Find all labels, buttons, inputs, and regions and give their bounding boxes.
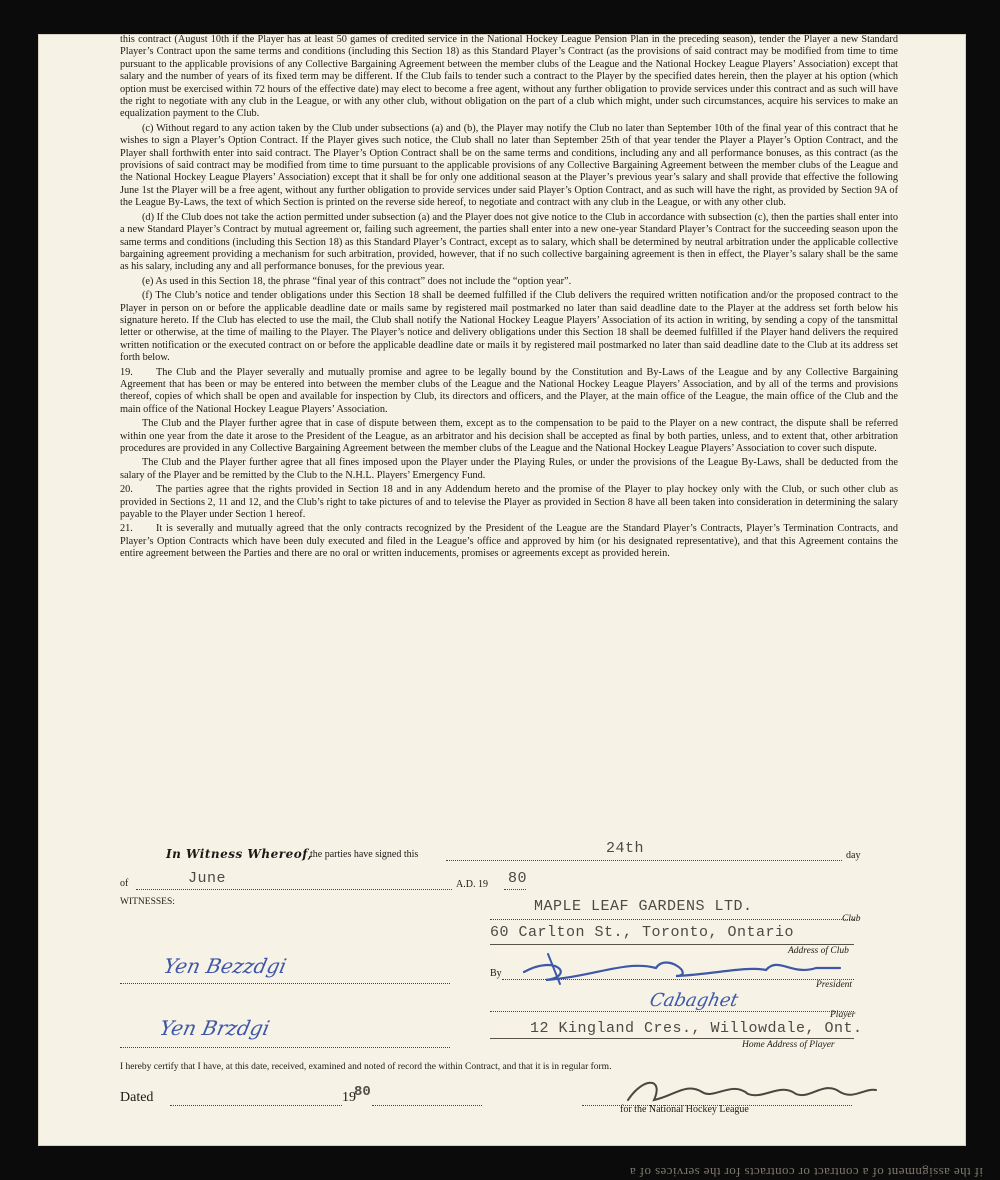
witness2-signature: Yen Brzdgi <box>157 1016 272 1040</box>
witness1-signature: Yen Bezzdgi <box>161 954 289 978</box>
year-value: 80 <box>508 870 528 887</box>
dated-year-prefix: 19 <box>342 1090 356 1105</box>
paragraph-d <box>120 212 898 274</box>
club-address: 60 Carlton St., Toronto, Ontario <box>490 924 795 941</box>
by-label: By <box>490 968 502 979</box>
player-address: 12 Kingland Cres., Willowdale, Ont. <box>530 1020 863 1037</box>
day-value: 24th <box>606 840 645 857</box>
paragraph-text: The Club and the Player further agree that in case of dispute between them, except as to the compensation to be paid to the Player on a new contract, the dispute shall be referred within one year from the date it arose to the President of the League, as an arbitrator and his decision shall be accepted as final by both parties, unless, and to extent that, other arbitration procedures are provided in any Collective Bargaining Agreement between the member clubs of the League and the National Hockey League Players’ Association to cover such dispute. <box>120 418 898 454</box>
club-label: Club <box>842 914 861 924</box>
paragraph-19c <box>120 457 898 482</box>
paragraph-text: The Club and the Player severally and mutually promise and agree to be legally bound by the Constitution and By-Laws of the League and by any Collective Bargaining Agreement that has been or may be entered into between the member clubs of the League and the National Hockey League Players’ Association, and by all of the terms and provisions thereof, copies of which shall be open and available for inspection by Club, its directors and officers, and the Player, at the main office of the League, the main office of the Club and the main office of the National Hockey League Players’ Association. <box>120 366 898 415</box>
paragraph-19 <box>120 367 898 417</box>
player-address-line <box>490 1038 854 1039</box>
paragraph-text: (c) Without regard to any action taken by the Club under subsections (a) and (b), the Player may notify the Club no later than September 10th of the final year of this contract that he wishes to sign a Player’s Option Contract. If the Player gives such notice, the Club shall no later than September 25th of that year tender the Player a Player’s Option Contract, and the Player shall forthwith enter into said contract. The Player’s Option Contract shall be on the same terms and conditions, including any and all performance bonuses, as this contract (as the provisions of said contract may be modified from time to time pursuant to the applicable provisions of any Collective Bargaining Agreement between the member clubs of the League and the National Hockey League Players’ Association) except that it shall be for only one additional season at the Player’s previous year’s salary and shall provide that effective the following June 1st the Player will be a free agent, without any further obligation to provide services under said Player’s Option Contract, and as such will have the right, as provided by Section 9A of the League By-Laws, the text of which Section is printed on the reverse side hereof, to negotiate and contract with any club in the League, or with any other club. <box>120 122 898 209</box>
paragraph-top <box>120 34 898 121</box>
player-signature: Cabaghet <box>647 990 740 1011</box>
month-value: June <box>188 870 227 887</box>
paragraph-text: (f) The Club’s notice and tender obligations under this Section 18 shall be deemed fulfilled if the Club delivers the required written notification and/or the proposed contract to the Player in person on or before the applicable deadline date or mails same by registered mail postmarked no later than said deadline date to the Player at the address set forth below his signature hereto. If the Club has elected to use the mail, the Club shall notify the National Hockey League Players’ Association of its action in writing, by sending a copy of the tansmittal letter or otherwise, at the time of mailing to the Player. The Player’s notice and delivery obligations under this Section 18 shall be deemed fulfilled if the Player hand delivers the required written notification or the executed contract on or before the applicable deadline date or mails it by registered mail postmarked no later than said deadline date to the Club at its address set forth below. <box>120 290 898 364</box>
club-address-label: Address of Club <box>788 946 849 956</box>
player-address-label: Home Address of Player <box>742 1040 835 1050</box>
president-label: President <box>816 980 853 990</box>
certify-text: I hereby certify that I have, at this date, received, examined and noted of record the within Contract, and that it is in regular form. <box>120 1062 612 1072</box>
dated-year-value: 80 <box>354 1084 371 1100</box>
signature-section <box>120 804 898 1124</box>
day-label: day <box>846 850 861 861</box>
paragraph-text: (d) If the Club does not take the action permitted under subsection (a) and the Player does not give notice to the Club in accordance with subsection (c), then the parties shall enter into a new Standard Player’s Contract by mutual agreement or, failing such agreement, the parties shall enter into a new one-year Standard Player’s Contract for the succeeding season upon the same terms and conditions (including this Section 18) as this Standard Player’s Contract, except as to salary, which shall be determined by neutral arbitration under the applicable collective bargaining agreement providing a mechanism for such arbitration, provided, however, that if no such collective bargaining agreement is then in effect, the Player’s salary shall be the same as his salary, including any and all performance bonuses, for the previous year. <box>120 211 898 273</box>
dated-label: Dated <box>120 1090 154 1105</box>
reverse-side-bleed-text: if the assignment of a contract or contracts for the services of a <box>629 1165 983 1180</box>
contract-page <box>38 34 983 1180</box>
paragraph-text: The parties agree that the rights provided in Section 18 and in any Addendum hereto and the promise of the Player to play hockey only with the Club, or such other club as provided in Sections 2, 11 and 12, and the Club’s right to take pictures of and to televise the Player as provided in Section 8 have all been taken into consideration in determining the salary payable to the Player under Section 1 hereof. <box>120 484 898 521</box>
paragraph-21 <box>120 523 898 560</box>
paragraph-text: It is severally and mutually agreed that the only contracts recognized by the President of the League are the Standard Player’s Contracts, Player’s Termination Contracts, and Player’s Option Contracts which have been duly executed and filed in the League’s office and approved by him (or his designated representative), and that this Agreement contains the entire agreement between the Parties and there are no oral or written inducements, promises or agreements except as provided herein. <box>120 523 898 560</box>
contract-body <box>120 34 898 563</box>
paragraph-20 <box>120 484 898 521</box>
president-signature <box>516 946 846 990</box>
club-name: MAPLE LEAF GARDENS LTD. <box>534 898 753 915</box>
ad-label: A.D. 19 <box>456 879 488 890</box>
nhl-label: for the National Hockey League <box>620 1104 749 1115</box>
dated-line <box>170 1094 342 1106</box>
section-number: 19. <box>120 366 133 378</box>
month-line <box>136 878 452 890</box>
paragraph-text: The Club and the Player further agree that all fines imposed upon the Player under the Playing Rules, or under the provisions of the League By-Laws, shall be deducted from the salary of the Player and be remitted by the Club to the N.H.L. Players’ Emergency Fund. <box>120 457 898 481</box>
witness-clause: the parties have signed this <box>310 849 419 860</box>
paragraph-19b <box>120 418 898 455</box>
section-number: 20. <box>120 484 133 496</box>
paragraph-e <box>120 276 898 288</box>
paragraph-c <box>120 123 898 210</box>
of-label: of <box>120 878 129 889</box>
paragraph-text: (e) As used in this Section 18, the phrase “final year of this contract” does not include the “option year”. <box>142 275 572 287</box>
witness-heading: In Witness Whereof, <box>166 847 313 861</box>
club-address-line <box>490 944 854 945</box>
witnesses-label: WITNESSES: <box>120 897 175 907</box>
player-label: Player <box>830 1010 856 1020</box>
dated-year-line <box>372 1094 482 1106</box>
paragraph-f <box>120 290 898 364</box>
section-number: 21. <box>120 523 133 535</box>
paragraph-text: this contract (August 10th if the Player has at least 50 games of credited service in the National Hockey League Pension Plan in the preceding season), tender the Player a new Standard Player’s Contract upon the same terms and conditions (including this Section 18) as this Standard Player’s Contract (as the provisions of said contract may be modified from time to time pursuant to the applicable provisions of any Collective Bargaining Agreement between the member clubs of the League and the National Hockey League Players’ Association) except that salary and the number of years of its fixed term may be different. If the Club fails to tender such a contract to the Player by the specified dates herein, then the player at his option (which option must be exercised within 72 hours of the effective date) may elect to become a free agent, without any further obligation to provide services under this contract and as such will have the right to negotiate with any club in the League, or with any other club, without obligation on the part of a club which might, under such circumstances, acquire his services to make an equalization payment to the Club. <box>120 34 898 120</box>
